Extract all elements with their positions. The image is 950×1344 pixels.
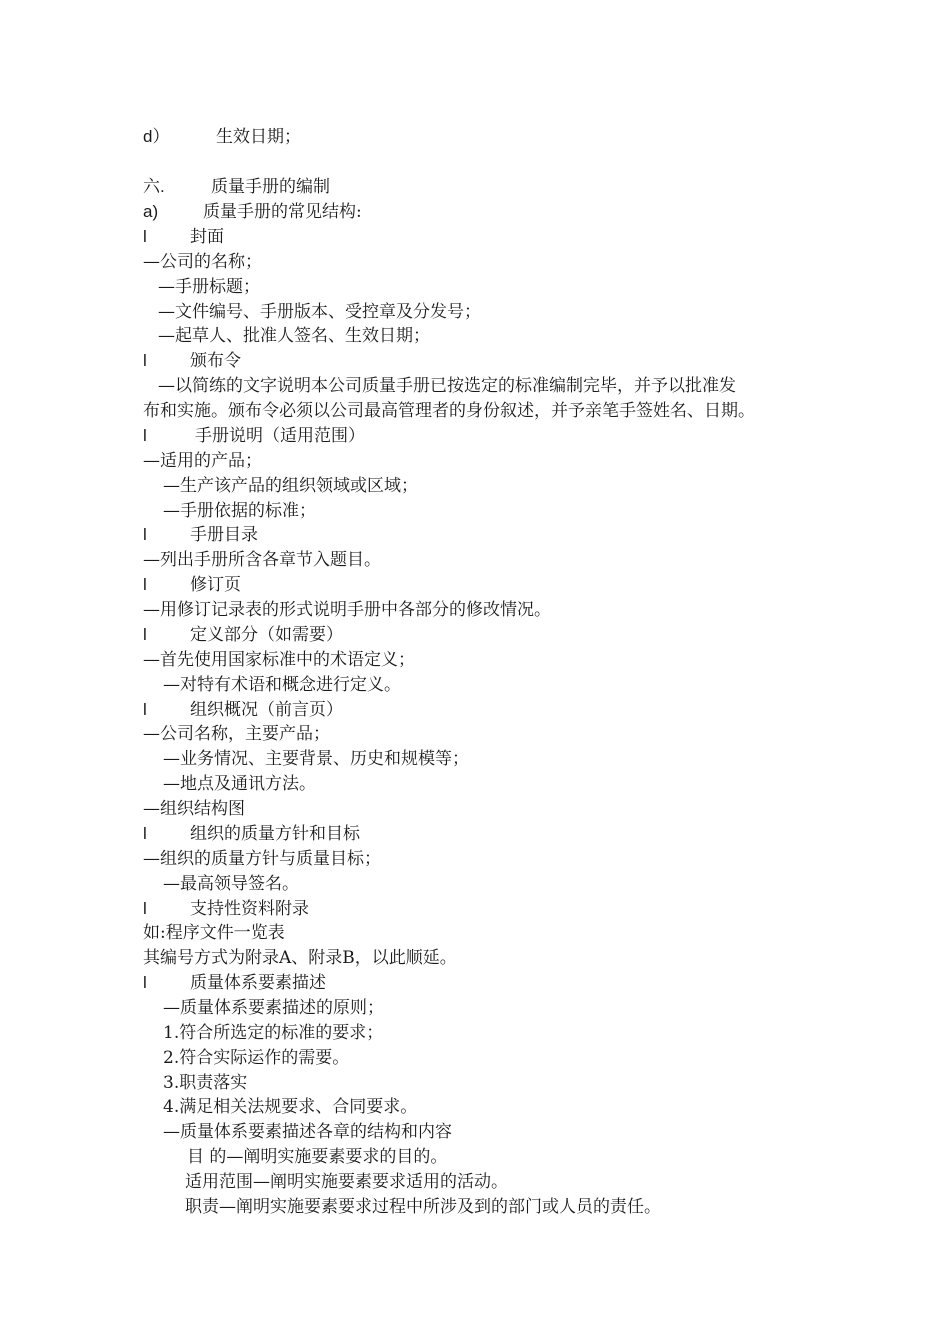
text-line <box>143 649 415 671</box>
text-line <box>143 201 362 223</box>
text-line <box>143 450 262 472</box>
text-line <box>143 425 365 447</box>
line-text: 手册目录 <box>190 525 258 545</box>
line-text: —对特有术语和概念进行定义。 <box>163 675 401 695</box>
text-line <box>163 674 401 696</box>
line-text: 4.满足相关法规要求、合同要求。 <box>163 1097 418 1117</box>
text-line <box>143 574 241 596</box>
line-text: 质量手册的编制 <box>211 177 330 197</box>
line-text: 1.符合所选定的标准的要求； <box>163 1023 384 1043</box>
line-text: 布和实施。颁布令必须以公司最高管理者的身份叙述，并予亲笔手签姓名、日期。 <box>143 401 755 421</box>
line-text: —用修订记录表的形式说明手册中各部分的修改情况。 <box>143 600 551 620</box>
list-marker: l <box>143 525 147 544</box>
text-line <box>143 898 309 920</box>
line-text: 组织的质量方针和目标 <box>190 824 360 844</box>
text-line <box>187 1146 447 1168</box>
line-text: 手册说明（适用范围） <box>195 426 365 446</box>
line-text: —以简练的文字说明本公司质量手册已按选定的标准编制完毕，并予以批准发 <box>158 376 736 396</box>
list-marker: d） <box>143 127 170 146</box>
line-text: 适用范围—阐明实施要素要求适用的活动。 <box>185 1172 508 1192</box>
text-line <box>143 350 241 372</box>
list-marker: l <box>143 824 147 843</box>
list-marker: 六. <box>143 177 165 196</box>
line-text: 如:程序文件一览表 <box>143 923 285 943</box>
line-text: 封面 <box>190 227 224 247</box>
line-text: —手册依据的标准； <box>163 501 316 521</box>
line-text: —地点及通讯方法。 <box>163 774 316 794</box>
line-text: —最高领导签名。 <box>163 874 299 894</box>
line-text: —业务情况、主要背景、历史和规模等； <box>163 749 469 769</box>
line-text: —适用的产品； <box>143 451 262 471</box>
line-text: 职责—阐明实施要素要求过程中所涉及到的部门或人员的责任。 <box>185 1197 661 1217</box>
text-line <box>143 947 457 969</box>
text-line <box>143 624 343 646</box>
line-text: —组织结构图 <box>143 799 245 819</box>
text-line <box>163 1022 383 1044</box>
line-text: 生效日期； <box>216 127 301 147</box>
text-line <box>185 1171 508 1193</box>
text-line <box>143 549 381 571</box>
list-marker: l <box>143 351 147 370</box>
line-text: —公司名称，主要产品； <box>143 724 330 744</box>
text-line <box>143 699 343 721</box>
text-line <box>163 748 469 770</box>
text-line <box>163 1072 247 1094</box>
list-marker: l <box>143 227 147 246</box>
text-line <box>163 773 316 795</box>
text-line <box>158 325 430 347</box>
line-text: —组织的质量方针与质量目标； <box>143 849 381 869</box>
text-line <box>143 524 258 546</box>
list-marker: l <box>143 575 147 594</box>
text-line <box>158 375 736 397</box>
line-text: —质量体系要素描述的原则； <box>163 998 384 1018</box>
text-line <box>143 723 330 745</box>
list-marker: l <box>143 625 147 644</box>
line-text: 质量手册的常见结构: <box>203 202 362 222</box>
line-text: 修订页 <box>190 575 241 595</box>
text-line <box>143 176 330 198</box>
line-text: —质量体系要素描述各章的结构和内容 <box>163 1122 452 1142</box>
text-line <box>163 1047 349 1069</box>
text-line <box>163 1121 452 1143</box>
text-line <box>143 848 381 870</box>
text-line <box>143 251 262 273</box>
line-text: —起草人、批准人签名、生效日期； <box>158 326 430 346</box>
line-text: 3.职责落实 <box>163 1073 248 1093</box>
line-text: —公司的名称； <box>143 252 262 272</box>
list-marker: l <box>143 700 147 719</box>
text-line <box>143 400 755 422</box>
text-line <box>143 798 245 820</box>
text-line <box>163 873 299 895</box>
line-text: —生产该产品的组织领域或区域； <box>163 476 418 496</box>
text-line <box>185 1196 661 1218</box>
line-text: 2.符合实际运作的需要。 <box>163 1048 350 1068</box>
line-text: 质量体系要素描述 <box>190 973 326 993</box>
text-line <box>143 922 285 944</box>
text-line <box>158 301 481 323</box>
text-line <box>143 226 224 248</box>
text-line <box>143 823 360 845</box>
text-line <box>143 972 326 994</box>
text-line <box>158 276 260 298</box>
text-line <box>163 997 384 1019</box>
line-text: 其编号方式为附录A、附录B，以此顺延。 <box>143 948 457 968</box>
line-text: 颁布令 <box>190 351 241 371</box>
line-text: —手册标题； <box>158 277 260 297</box>
line-text: —文件编号、手册版本、受控章及分发号； <box>158 302 481 322</box>
text-line <box>143 599 551 621</box>
list-marker: l <box>143 973 147 992</box>
list-marker: l <box>143 899 147 918</box>
line-text: 支持性资料附录 <box>190 899 309 919</box>
line-text: 组织概况（前言页） <box>190 700 343 720</box>
text-line <box>143 126 301 148</box>
text-line <box>163 500 316 522</box>
list-marker: a) <box>143 202 159 221</box>
line-text: 定义部分（如需要） <box>190 625 343 645</box>
line-text: —列出手册所含各章节入题目。 <box>143 550 381 570</box>
text-line <box>163 475 418 497</box>
text-line <box>163 1096 417 1118</box>
line-text: —首先使用国家标准中的术语定义； <box>143 650 415 670</box>
line-text: 目 的—阐明实施要素要求的目的。 <box>187 1147 448 1167</box>
list-marker: l <box>143 426 147 445</box>
